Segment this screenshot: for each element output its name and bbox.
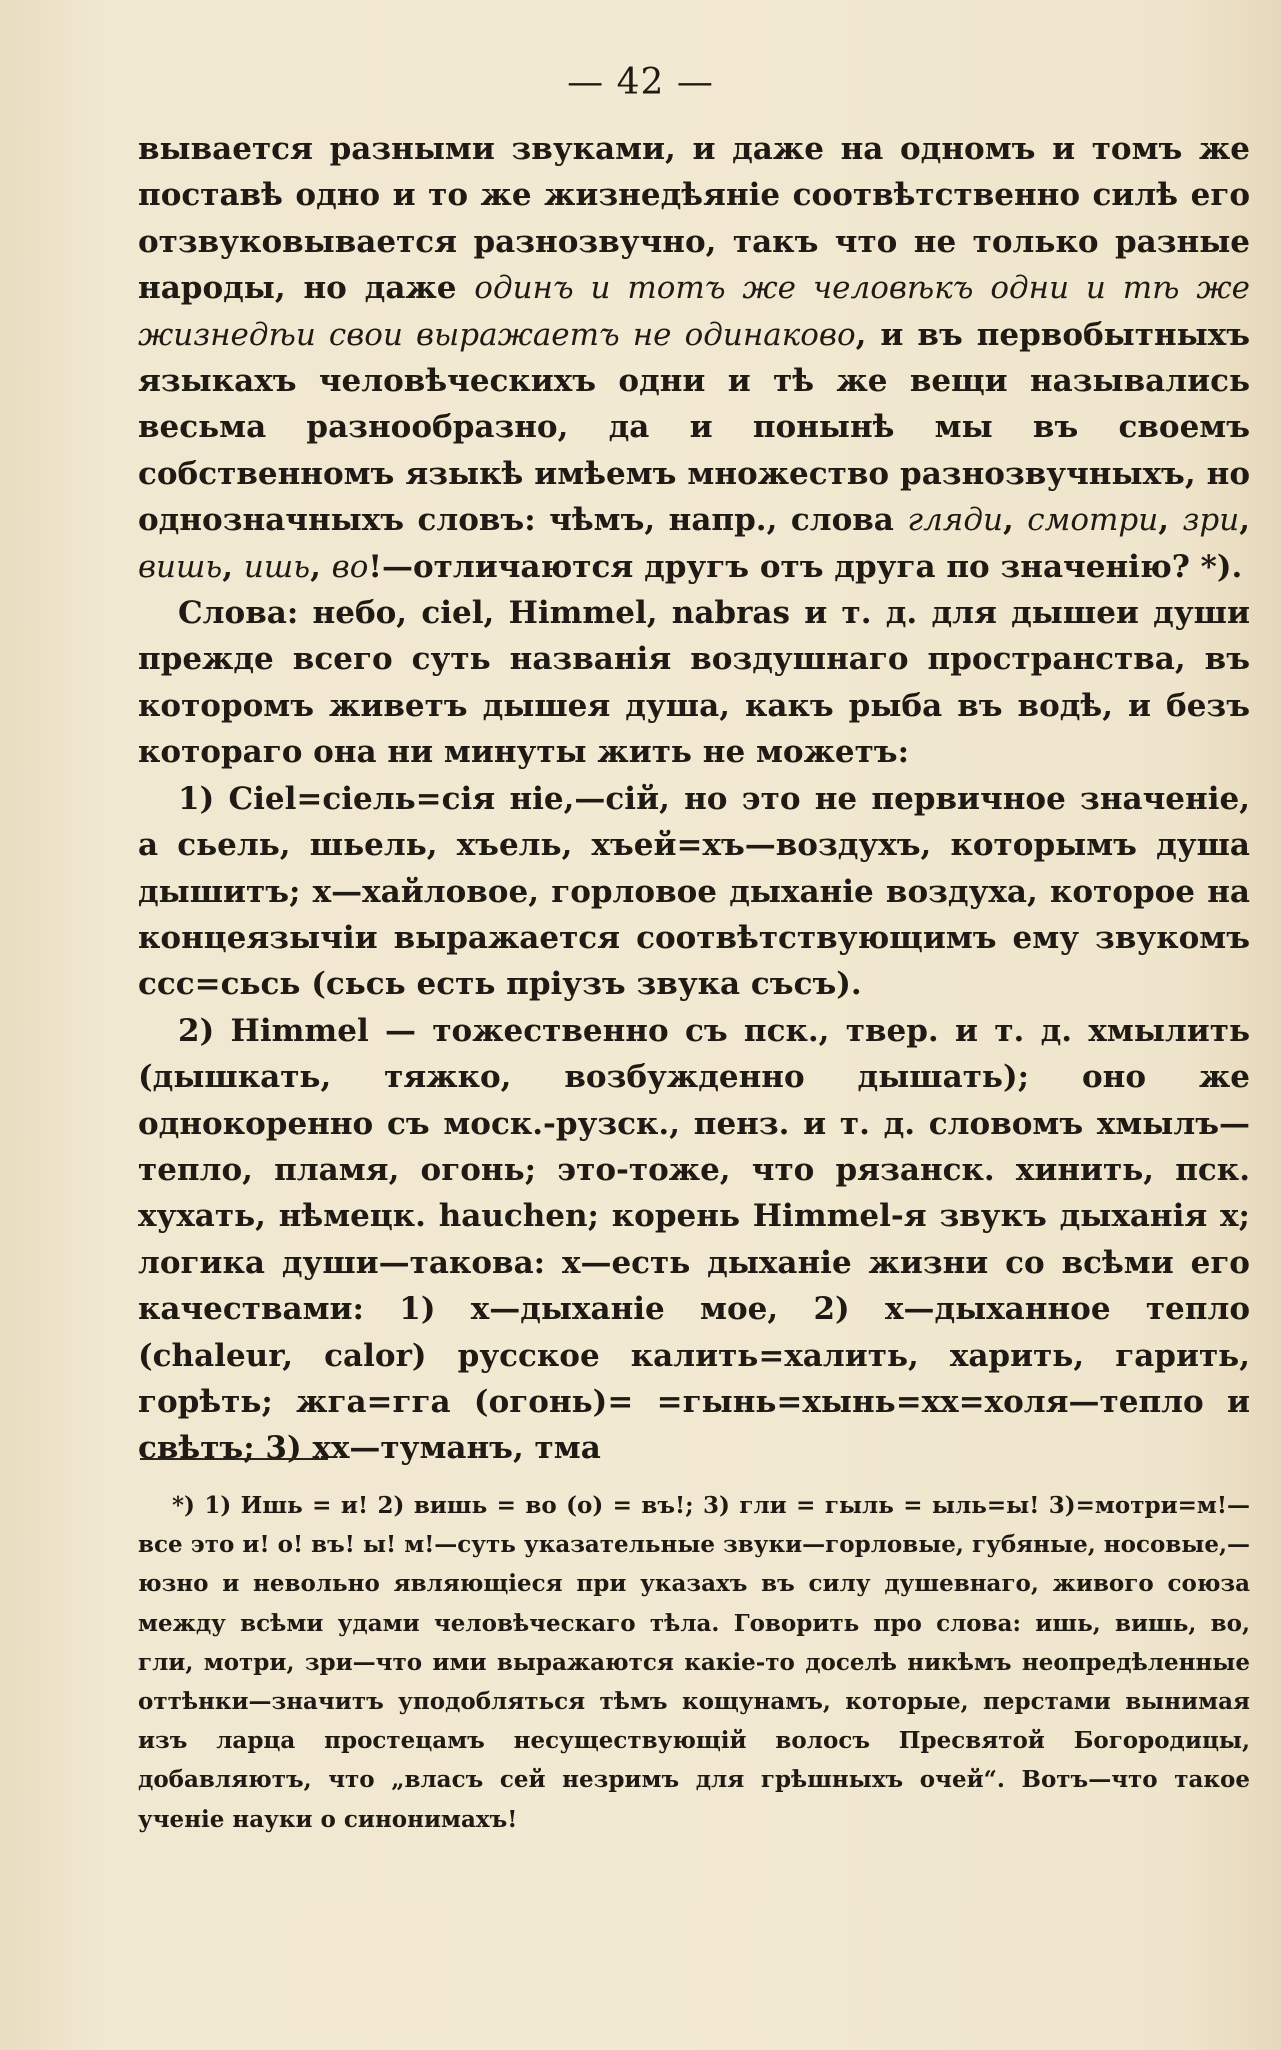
text-run: , xyxy=(1239,502,1250,539)
paragraph-words-for-sky xyxy=(138,590,1250,776)
paragraph-ciel xyxy=(138,776,1250,1008)
paragraph-himmel xyxy=(138,1008,1250,1472)
footnote-text: *) 1) Ишь = и! 2) вишь = во (о) = въ!; 3) гли = гыль = ыль=ы! 3)=мотри=м!—все это и! о! въ! ы! м!—суть указательные звуки—горловые, губяные, носовые,—юзно и невольно являющіеся при указахъ въ силу душевнаго, живого союза между всѣми удами человѣческаго тѣла. Говорить про слова: ишь, вишь, во, гли, мотри, зри—что ими выражаются какіе-то доселѣ никѣмъ неопредѣленные оттѣнки—значитъ уподобляться тѣмъ кощунамъ, которые, перстами вынимая изъ ларца простецамъ несуществующій волосъ Пресвятой Богородицы, добавляютъ, что „власъ сей незримъ для грѣшныхъ очей“. Вотъ—что такое ученіе науки о синонимахъ! xyxy=(138,1492,1250,1833)
text-run: , и въ первобытныхъ языкахъ человѣческихъ одни и тѣ же вещи назывались весьма разнообразно, да и понынѣ мы въ своемъ собственномъ языкѣ имѣемъ множество разнозвучныхъ, но однозначныхъ словъ: чѣмъ, напр., слова xyxy=(138,316,1250,539)
text-run: , xyxy=(310,548,332,585)
italic-text-run: зри xyxy=(1182,502,1240,539)
paragraph-continuation xyxy=(138,126,1250,590)
text-run: , xyxy=(222,548,244,585)
italic-text-run: смотри xyxy=(1027,502,1159,539)
text-run: 1) Ciel=cіель=сія ніе,—cій, но это не первичное значеніе, а сьель, шьель, хъель, хъей=хъ—воздухъ, которымъ душа дышитъ; х—хайловое, горловое дыханіе воздуха, которое на концеязычіи выражается соотвѣтствующимъ ему звукомъ ссс=сьсь (сьсь есть пріузъ звука съсъ). xyxy=(138,780,1250,1003)
text-run: , xyxy=(1158,502,1183,539)
italic-text-run: вишь xyxy=(138,548,223,585)
text-run: Слова: небо, ciel, Himmel, nabras и т. д. для дышеи души прежде всего суть названія воздушнаго пространства, въ которомъ живетъ дышея душа, какъ рыба въ водѣ, и безъ котораго она ни минуты жить не можетъ: xyxy=(138,595,1250,771)
text-run: 2) Himmel — тожественно съ пск., твер. и т. д. хмылить (дышкать, тяжко, возбужденно дышать); оно же однокоренно съ моск.-рузск., пенз. и т. д. словомъ хмылъ—тепло, пламя, огонь; это-тоже, что рязанск. хинить, пск. хухать, нѣмецк. hauchen; корень Himmel-я звукъ дыханія х; логика души—такова: х—есть дыханіе жизни со всѣми его качествами: 1) х—дыханіе мое, 2) х—дыханное тепло (chaleur, calor) русское калить=халить, харить, гарить, горѣть; жга=гга (огонь)= =гынь=хынь=хх=холя—тепло и свѣтъ; 3) хх—туманъ, тма xyxy=(138,1012,1250,1467)
text-run: вывается разными звуками, и даже на одномъ и томъ же поставѣ одно и то же жизнедѣяніе соотвѣтственно силѣ его отзвуковывается разнозвучно, такъ что не только разные народы, но даже xyxy=(138,131,1250,307)
italic-text-run: одинъ и тотъ же человѣкъ одни и тѣ же жизнедѣи свои выражаетъ не одинаково xyxy=(138,270,1250,353)
page-number: — 42 — xyxy=(567,62,714,103)
italic-text-run: во xyxy=(331,548,369,585)
text-run: !—отличаются другъ отъ друга по значенію? *). xyxy=(368,548,1243,585)
footnote-divider xyxy=(140,1458,328,1460)
italic-text-run: гляди xyxy=(907,502,1003,539)
italic-text-run: ишь xyxy=(243,548,311,585)
main-text xyxy=(138,126,1250,1472)
footnote xyxy=(138,1486,1250,1839)
text-run: , xyxy=(1002,502,1028,539)
